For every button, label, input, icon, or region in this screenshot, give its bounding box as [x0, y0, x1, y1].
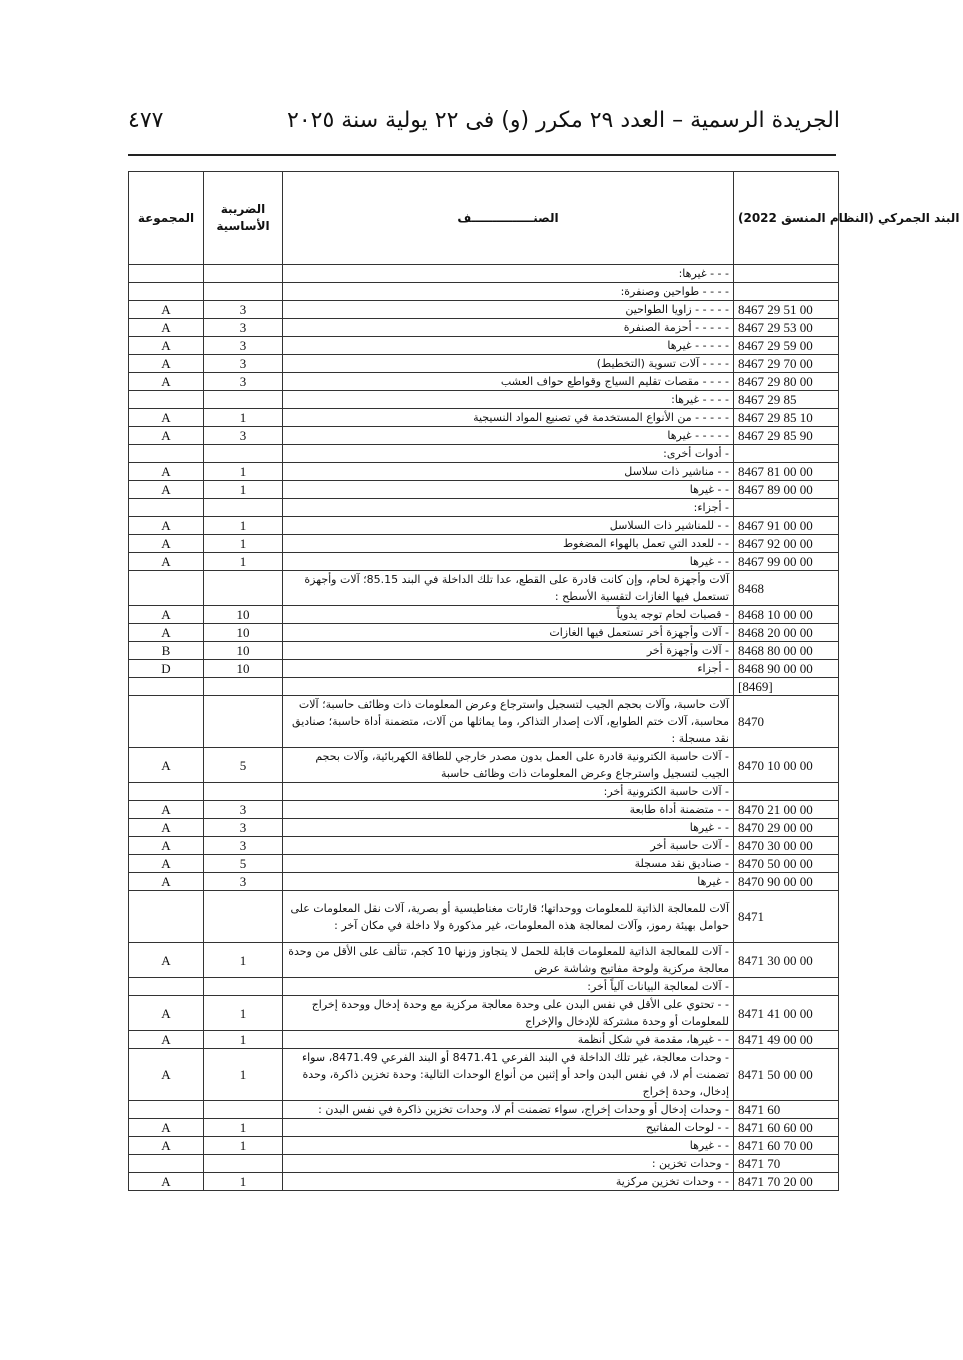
table-row [129, 481, 839, 499]
table-row [129, 996, 839, 1031]
table-row [129, 391, 839, 409]
cell-desc: - - لوحات المفاتيح [283, 1119, 734, 1137]
cell-code: 8467 81 00 00 [734, 463, 839, 481]
cell-duty [204, 1155, 283, 1173]
gazette-title: الجريدة الرسمية – العدد ٢٩ مكرر (و) فى ٢٢ يولية سنة ٢٠٢٥ [287, 108, 840, 133]
cell-duty: 1 [204, 1173, 283, 1191]
cell-desc: - وحدات تخزين : [283, 1155, 734, 1173]
cell-desc: - أجزاء [283, 660, 734, 678]
cell-code: 8467 29 59 00 [734, 337, 839, 355]
cell-code [734, 499, 839, 517]
table-row [129, 553, 839, 571]
cell-desc: - - للمناشير ذات السلاسل [283, 517, 734, 535]
cell-duty: 1 [204, 996, 283, 1031]
table-row [129, 1137, 839, 1155]
cell-desc: - آلات لمعالجة البيانات آلياً أخر: [283, 978, 734, 996]
table-row [129, 319, 839, 337]
cell-desc: - - غيرها [283, 1137, 734, 1155]
cell-code: 8467 29 53 00 [734, 319, 839, 337]
cell-duty: 3 [204, 319, 283, 337]
cell-duty: 10 [204, 624, 283, 642]
cell-duty: 1 [204, 535, 283, 553]
cell-desc: - آلات حاسبة أخر [283, 837, 734, 855]
table-row [129, 571, 839, 606]
table-row [129, 642, 839, 660]
table-row [129, 535, 839, 553]
table-row [129, 427, 839, 445]
cell-group [129, 499, 204, 517]
table-row [129, 499, 839, 517]
table-row [129, 873, 839, 891]
cell-code: 8471 49 00 00 [734, 1031, 839, 1049]
table-header-row [129, 172, 839, 265]
cell-desc: - - - - آلات تسوية (التخطيط) [283, 355, 734, 373]
col-header-code: البند الجمركي (النظام المنسق 2022) [734, 172, 839, 265]
cell-group: A [129, 606, 204, 624]
cell-duty [204, 678, 283, 696]
cell-desc: - أدوات أخرى: [283, 445, 734, 463]
cell-group [129, 1101, 204, 1119]
cell-code: 8468 [734, 571, 839, 606]
cell-group [129, 678, 204, 696]
cell-duty: 1 [204, 463, 283, 481]
table-row [129, 463, 839, 481]
cell-desc: - - - - - من الأنواع المستخدمة في تصنيع المواد النسيجية [283, 409, 734, 427]
cell-code: 8468 90 00 00 [734, 660, 839, 678]
cell-duty: 1 [204, 943, 283, 978]
table-row [129, 1101, 839, 1119]
table-row [129, 301, 839, 319]
table-row [129, 1173, 839, 1191]
cell-desc: آلات وأجهزة لحام، وإن كانت قادرة على القطع، عدا تلك الداخلة في البند 85.15؛ آلات وأجهزة تستعمل فيها الغازات لتقسية الأسطح : [283, 571, 734, 606]
cell-duty: 3 [204, 873, 283, 891]
header-rule [128, 154, 836, 156]
cell-duty: 3 [204, 355, 283, 373]
table-row [129, 837, 839, 855]
cell-group: A [129, 481, 204, 499]
cell-code [734, 978, 839, 996]
cell-desc: - - - - طواحين وصنفرة: [283, 283, 734, 301]
cell-desc: - - - غيرها: [283, 265, 734, 283]
cell-group: A [129, 463, 204, 481]
cell-code: 8467 29 85 [734, 391, 839, 409]
cell-group [129, 891, 204, 943]
cell-duty [204, 1101, 283, 1119]
cell-code [734, 445, 839, 463]
cell-duty: 5 [204, 748, 283, 783]
cell-group: A [129, 837, 204, 855]
cell-code: 8467 99 00 00 [734, 553, 839, 571]
cell-group: A [129, 873, 204, 891]
cell-code: 8470 10 00 00 [734, 748, 839, 783]
cell-group: A [129, 1137, 204, 1155]
cell-duty [204, 445, 283, 463]
cell-code: 8471 41 00 00 [734, 996, 839, 1031]
cell-code: 8471 60 70 00 [734, 1137, 839, 1155]
cell-group [129, 445, 204, 463]
table-row [129, 696, 839, 748]
cell-code: 8467 91 00 00 [734, 517, 839, 535]
cell-duty: 1 [204, 1049, 283, 1101]
table-row [129, 801, 839, 819]
cell-code: [8469] [734, 678, 839, 696]
cell-group: A [129, 517, 204, 535]
cell-group: A [129, 855, 204, 873]
cell-desc: - آلات حاسبة الكترونية أخر: [283, 783, 734, 801]
cell-group: A [129, 427, 204, 445]
table-row [129, 517, 839, 535]
cell-code: 8470 30 00 00 [734, 837, 839, 855]
cell-group: A [129, 337, 204, 355]
cell-desc: - - - - - غيرها [283, 337, 734, 355]
cell-duty: 1 [204, 1137, 283, 1155]
cell-code: 8470 50 00 00 [734, 855, 839, 873]
table-row [129, 943, 839, 978]
cell-duty: 3 [204, 337, 283, 355]
cell-code: 8471 50 00 00 [734, 1049, 839, 1101]
cell-desc: - آلات للمعالجة الذاتية للمعلومات قابلة للحمل لا يتجاوز وزنها 10 كجم، تتألف على الأقل من وحدة معالجة مركزية ولوحة مفاتيح وشاشة عرض [283, 943, 734, 978]
table-row [129, 283, 839, 301]
cell-desc: - آلات حاسبة الكترونية قادرة على العمل بدون مصدر خارجي للطاقة الكهربائية، وآلات بحجم الجيب لتسجيل واسترجاع وعرض المعلومات ذات وظائف حاسبة [283, 748, 734, 783]
table-row [129, 783, 839, 801]
cell-duty [204, 783, 283, 801]
table-row [129, 1119, 839, 1137]
cell-duty [204, 571, 283, 606]
cell-group [129, 283, 204, 301]
table-row [129, 373, 839, 391]
cell-desc: - - مناشير ذات سلاسل [283, 463, 734, 481]
cell-code: 8471 70 20 00 [734, 1173, 839, 1191]
table-row [129, 624, 839, 642]
cell-desc: - أجزاء: [283, 499, 734, 517]
cell-group: A [129, 319, 204, 337]
table-row [129, 337, 839, 355]
cell-code: 8467 92 00 00 [734, 535, 839, 553]
cell-group: A [129, 355, 204, 373]
cell-code [734, 283, 839, 301]
cell-group: D [129, 660, 204, 678]
cell-duty: 1 [204, 553, 283, 571]
cell-desc: - آلات وأجهزة أخر [283, 642, 734, 660]
cell-desc: - آلات وأجهزة أخر تستعمل فيها الغازات [283, 624, 734, 642]
table-row [129, 409, 839, 427]
table-row [129, 978, 839, 996]
cell-code: 8470 21 00 00 [734, 801, 839, 819]
cell-duty: 1 [204, 481, 283, 499]
table-row [129, 678, 839, 696]
cell-desc: - - - - - غيرها [283, 427, 734, 445]
cell-code: 8467 89 00 00 [734, 481, 839, 499]
cell-duty: 1 [204, 1119, 283, 1137]
cell-desc: - - غيرها، مقدمة في شكل أنظمة [283, 1031, 734, 1049]
table-row [129, 660, 839, 678]
cell-group [129, 265, 204, 283]
cell-group [129, 391, 204, 409]
cell-duty [204, 391, 283, 409]
cell-duty: 3 [204, 373, 283, 391]
cell-duty: 1 [204, 1031, 283, 1049]
table-row [129, 1155, 839, 1173]
cell-code: 8467 29 80 00 [734, 373, 839, 391]
cell-duty: 10 [204, 642, 283, 660]
cell-desc: - - - - مقصات تقليم السياج وقواطع حواف العشب [283, 373, 734, 391]
table-row [129, 265, 839, 283]
cell-desc: - - - - - زاويا الطواحين [283, 301, 734, 319]
cell-duty: 3 [204, 427, 283, 445]
cell-code: 8471 [734, 891, 839, 943]
cell-group: A [129, 1049, 204, 1101]
cell-desc: - وحدات إدخال أو وحدات إخراج، سواء تضمنت أم لا، وحدات تخزين ذاكرة في نفس البدن : [283, 1101, 734, 1119]
cell-duty [204, 891, 283, 943]
cell-group: A [129, 301, 204, 319]
cell-group: A [129, 535, 204, 553]
cell-duty: 1 [204, 409, 283, 427]
cell-desc: - - للعدد التي تعمل بالهواء المضغوط [283, 535, 734, 553]
cell-code: 8468 80 00 00 [734, 642, 839, 660]
cell-group: A [129, 943, 204, 978]
cell-group: A [129, 819, 204, 837]
cell-group [129, 978, 204, 996]
cell-desc: آلات حاسبة، وآلات بحجم الجيب لتسجيل واسترجاع وعرض المعلومات ذات وظائف حاسبة؛ آلات محاسبة، آلات ختم الطوابع، آلات إصدار التذاكر، وما يماثلها من آلات، متضمنة أداة حاسبة؛ صناديق نقد مسجلة : [283, 696, 734, 748]
col-header-desc: الصنـــــــــــــــف [283, 172, 734, 265]
cell-code: 8467 29 85 10 [734, 409, 839, 427]
cell-duty: 1 [204, 517, 283, 535]
cell-group: A [129, 553, 204, 571]
cell-code: 8470 [734, 696, 839, 748]
table-row [129, 1031, 839, 1049]
cell-code: 8467 29 85 90 [734, 427, 839, 445]
cell-code: 8470 29 00 00 [734, 819, 839, 837]
table-row [129, 855, 839, 873]
cell-desc: - - غيرها [283, 819, 734, 837]
cell-group: A [129, 1031, 204, 1049]
table-row [129, 445, 839, 463]
cell-duty: 10 [204, 660, 283, 678]
cell-desc: - - متضمنة أداة طابعة [283, 801, 734, 819]
cell-group [129, 783, 204, 801]
cell-code: 8471 30 00 00 [734, 943, 839, 978]
cell-desc: - وحدات معالجة، غير تلك الداخلة في البند الفرعي 8471.41 أو البند الفرعي 8471.49، سواء تضمنت أم لا، في نفس البدن واحد أو إثنين من أنواع الوحدات التالية: وحدة تخزين ذاكرة، وحدة إدخال، وحدة إخراج [283, 1049, 734, 1101]
page-header [128, 108, 840, 142]
cell-group: B [129, 642, 204, 660]
table-row [129, 1049, 839, 1101]
cell-code: 8468 10 00 00 [734, 606, 839, 624]
cell-code: 8471 70 [734, 1155, 839, 1173]
cell-duty [204, 978, 283, 996]
cell-desc: - - غيرها [283, 553, 734, 571]
cell-duty: 5 [204, 855, 283, 873]
cell-group: A [129, 1119, 204, 1137]
cell-group: A [129, 373, 204, 391]
cell-desc [283, 678, 734, 696]
table-row [129, 355, 839, 373]
cell-code: 8467 29 51 00 [734, 301, 839, 319]
cell-group: A [129, 748, 204, 783]
cell-code: 8467 29 70 00 [734, 355, 839, 373]
cell-code [734, 265, 839, 283]
cell-code: 8468 20 00 00 [734, 624, 839, 642]
cell-group: A [129, 996, 204, 1031]
cell-desc: - قصبات لحام توجه يدوياً [283, 606, 734, 624]
cell-desc: - - - - غيرها: [283, 391, 734, 409]
cell-duty: 3 [204, 819, 283, 837]
table-row [129, 606, 839, 624]
cell-desc: - - غيرها [283, 481, 734, 499]
cell-group: A [129, 801, 204, 819]
table-row [129, 748, 839, 783]
cell-duty [204, 265, 283, 283]
cell-duty: 3 [204, 801, 283, 819]
table-row [129, 891, 839, 943]
cell-group [129, 696, 204, 748]
cell-code: 8471 60 60 00 [734, 1119, 839, 1137]
cell-desc: - صناديق نقد مسجلة [283, 855, 734, 873]
cell-group: A [129, 1173, 204, 1191]
table-row [129, 819, 839, 837]
col-header-duty: الضريبة الأساسية [204, 172, 283, 265]
page-number: ٤٧٧ [128, 108, 164, 133]
cell-desc: - غيرها [283, 873, 734, 891]
cell-duty: 3 [204, 301, 283, 319]
cell-duty: 3 [204, 837, 283, 855]
cell-code: 8470 90 00 00 [734, 873, 839, 891]
cell-group [129, 571, 204, 606]
cell-code [734, 783, 839, 801]
cell-code: 8471 60 [734, 1101, 839, 1119]
cell-duty [204, 696, 283, 748]
cell-desc: - - تحتوي على الأقل في نفس البدن على وحدة معالجة مركزية مع وحدة إدخال ووحدة إخراج للمعلومات أو وحدة مشتركة للإدخال والإخراج [283, 996, 734, 1031]
cell-group: A [129, 409, 204, 427]
tariff-table [128, 171, 960, 1191]
cell-desc: - - - - - أحزمة الصنفرة [283, 319, 734, 337]
cell-group: A [129, 624, 204, 642]
cell-duty [204, 283, 283, 301]
cell-duty: 10 [204, 606, 283, 624]
col-header-group: المجموعة [129, 172, 204, 265]
cell-group [129, 1155, 204, 1173]
cell-desc: - - وحدات تخزين مركزية [283, 1173, 734, 1191]
cell-duty [204, 499, 283, 517]
cell-desc: آلات للمعالجة الذاتية للمعلومات ووحداتها؛ قارئات مغناطيسية أو بصرية، آلات نقل المعلومات على حوامل بهيئة رموز، وآلات لمعالجة هذه المعلومات، غير مذكورة ولا داخلة في مكان آخر : [283, 891, 734, 943]
table-body [129, 265, 839, 1191]
